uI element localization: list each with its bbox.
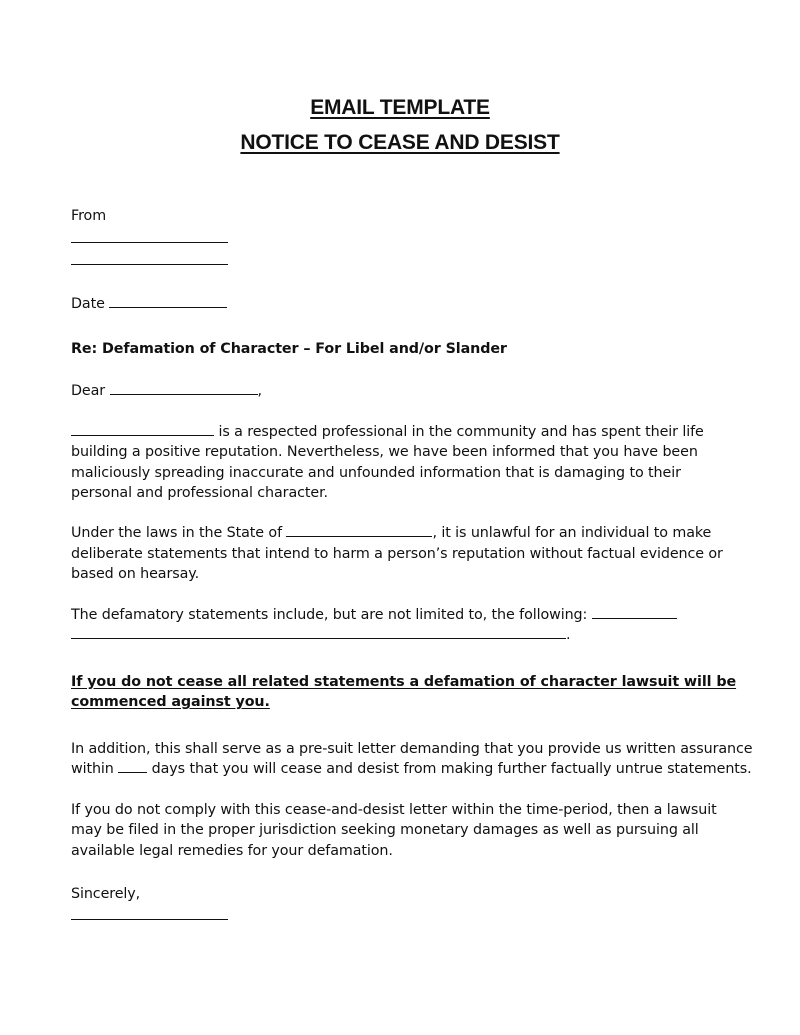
from-line-1	[71, 229, 228, 249]
paragraph-4-line-2	[71, 759, 752, 779]
paragraph-3-line-1	[71, 605, 677, 625]
date-label: Date	[71, 296, 105, 312]
paragraph-2-line-2: deliberate statements that intend to harm a person’s reputation without factual evidence or	[71, 546, 723, 562]
from-label: From	[71, 208, 107, 224]
from-line-2	[71, 251, 228, 271]
paragraph-1-text-1: is a respected professional in the community and has spent their life	[218, 424, 704, 440]
subject-line: Re: Defamation of Character – For Libel and/or Slander	[71, 341, 507, 357]
paragraph-5-line-2: may be filed in the proper jurisdiction seeking monetary damages as well as pursuing all	[71, 822, 699, 838]
date-row	[71, 294, 227, 314]
statements-blank-2	[71, 625, 566, 639]
state-blank	[286, 523, 432, 537]
paragraph-4-text-2b: days that you will cease and desist from making further factually untrue statements.	[151, 761, 752, 777]
paragraph-1-line-4: personal and professional character.	[71, 485, 328, 501]
name-blank	[71, 422, 214, 436]
date-blank	[109, 294, 227, 308]
paragraph-3-line-2	[71, 625, 570, 645]
paragraph-3-text-1: The defamatory statements include, but are not limited to, the following:	[71, 607, 588, 623]
salutation-blank	[110, 381, 258, 395]
paragraph-1-line-3: maliciously spreading inaccurate and unfounded information that is damaging to their	[71, 465, 681, 481]
paragraph-1-line-1	[71, 422, 704, 442]
paragraph-5-line-1: If you do not comply with this cease-and-desist letter within the time-period, then a lawsuit	[71, 802, 717, 818]
warning-line-2: commenced against you.	[71, 694, 270, 710]
closing: Sincerely,	[71, 886, 141, 902]
days-blank	[118, 759, 147, 773]
document-title: EMAIL TEMPLATE	[310, 96, 490, 119]
paragraph-4-line-1: In addition, this shall serve as a pre-suit letter demanding that you provide us written assurance	[71, 741, 753, 757]
paragraph-2-text-1b: , it is unlawful for an individual to make	[432, 525, 712, 541]
paragraph-5-line-3: available legal remedies for your defamation.	[71, 843, 393, 859]
paragraph-3-period: .	[566, 627, 571, 643]
salutation	[71, 381, 262, 401]
signature-line	[71, 906, 228, 926]
paragraph-1-line-2: building a positive reputation. Nevertheless, we have been informed that you have been	[71, 444, 698, 460]
paragraph-2-text-1a: Under the laws in the State of	[71, 525, 282, 541]
document-subtitle: NOTICE TO CEASE AND DESIST	[240, 131, 560, 154]
paragraph-4-text-2a: within	[71, 761, 114, 777]
salutation-prefix: Dear	[71, 383, 106, 399]
statements-blank-1	[592, 605, 677, 619]
paragraph-2-line-3: based on hearsay.	[71, 566, 200, 582]
paragraph-2-line-1	[71, 523, 711, 543]
salutation-suffix: ,	[257, 383, 262, 399]
warning-line-1: If you do not cease all related statements a defamation of character lawsuit will be	[71, 674, 737, 690]
